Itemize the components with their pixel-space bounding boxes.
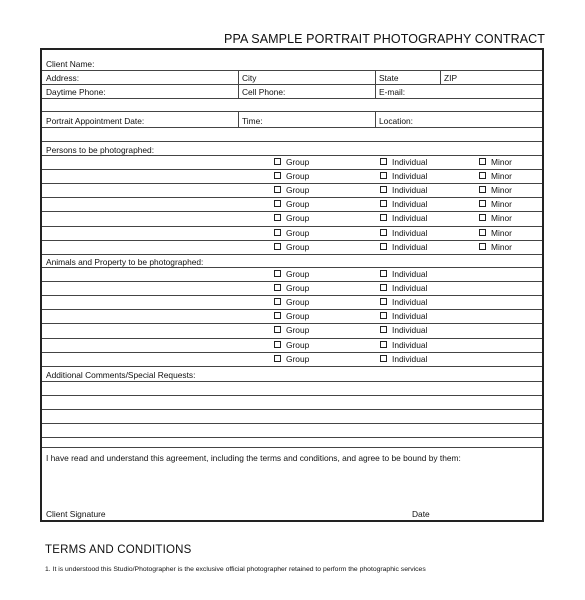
row-line: [42, 295, 542, 296]
row-line: [42, 281, 542, 282]
row-line: [42, 323, 542, 324]
checkbox-icon[interactable]: [479, 243, 486, 250]
animals-option-individual[interactable]: [380, 269, 427, 279]
checkbox-icon[interactable]: [479, 229, 486, 236]
checkbox-icon[interactable]: [274, 200, 281, 207]
animals-option-group[interactable]: [274, 354, 309, 364]
option-label: Group: [286, 171, 310, 182]
option-label: Group: [286, 283, 310, 294]
row-line: [42, 352, 542, 353]
terms-heading: TERMS AND CONDITIONS: [45, 544, 192, 556]
option-label: Minor: [491, 213, 512, 224]
terms-item-1: 1. It is understood this Studio/Photographer is the exclusive official photographer retained to perform the photographic services: [45, 566, 426, 573]
checkbox-icon[interactable]: [274, 158, 281, 165]
checkbox-icon[interactable]: [479, 200, 486, 207]
checkbox-icon[interactable]: [380, 284, 387, 291]
city-label: City: [242, 73, 257, 83]
persons-option-minor[interactable]: [479, 228, 512, 238]
option-label: Minor: [491, 199, 512, 210]
animals-option-individual[interactable]: [380, 311, 427, 321]
option-label: Minor: [491, 227, 512, 238]
persons-option-minor[interactable]: [479, 171, 512, 181]
time-label: Time:: [242, 116, 263, 126]
option-label: Minor: [491, 185, 512, 196]
location-label: Location:: [379, 116, 413, 126]
checkbox-icon[interactable]: [380, 186, 387, 193]
checkbox-icon[interactable]: [380, 326, 387, 333]
persons-option-minor[interactable]: [479, 199, 512, 209]
checkbox-icon[interactable]: [479, 158, 486, 165]
agreement-statement: I have read and understand this agreement, including the terms and conditions, and agree to be bound by them:: [46, 453, 461, 463]
row-line: [42, 226, 542, 227]
checkbox-icon[interactable]: [380, 270, 387, 277]
checkbox-icon[interactable]: [274, 341, 281, 348]
option-label: Group: [286, 353, 310, 364]
row-line: [42, 240, 542, 241]
row-line: [42, 197, 542, 198]
animals-option-individual[interactable]: [380, 340, 427, 350]
client-signature-label: Client Signature: [46, 509, 106, 519]
checkbox-icon[interactable]: [274, 229, 281, 236]
option-label: Individual: [392, 353, 428, 364]
checkbox-icon[interactable]: [380, 200, 387, 207]
checkbox-icon[interactable]: [274, 172, 281, 179]
option-label: Individual: [392, 311, 428, 322]
option-label: Group: [286, 185, 310, 196]
zip-label: ZIP: [444, 73, 458, 83]
checkbox-icon[interactable]: [274, 355, 281, 362]
animals-option-individual[interactable]: [380, 354, 427, 364]
option-label: Group: [286, 339, 310, 350]
daytime-phone-label: Daytime Phone:: [46, 87, 106, 97]
checkbox-icon[interactable]: [380, 172, 387, 179]
persons-option-group[interactable]: [274, 228, 309, 238]
option-label: Individual: [392, 283, 428, 294]
persons-heading: Persons to be photographed:: [46, 145, 155, 155]
checkbox-icon[interactable]: [380, 243, 387, 250]
checkbox-icon[interactable]: [274, 243, 281, 250]
comments-heading: Additional Comments/Special Requests:: [46, 370, 196, 380]
persons-option-minor[interactable]: [479, 242, 512, 252]
checkbox-icon[interactable]: [479, 186, 486, 193]
persons-option-group[interactable]: [274, 171, 309, 181]
row-line: [42, 254, 542, 255]
checkbox-icon[interactable]: [274, 186, 281, 193]
checkbox-icon[interactable]: [274, 214, 281, 221]
persons-option-minor[interactable]: [479, 213, 512, 223]
contract-title: PPA SAMPLE PORTRAIT PHOTOGRAPHY CONTRACT: [224, 32, 545, 46]
option-label: Group: [286, 213, 310, 224]
option-label: Individual: [392, 199, 428, 210]
option-label: Minor: [491, 157, 512, 167]
address-label: Address:: [46, 73, 80, 83]
checkbox-icon[interactable]: [380, 298, 387, 305]
checkbox-icon[interactable]: [380, 214, 387, 221]
animals-option-group[interactable]: [274, 325, 309, 335]
animals-option-group[interactable]: [274, 311, 309, 321]
persons-option-individual[interactable]: [380, 199, 427, 209]
persons-option-minor[interactable]: [479, 157, 512, 167]
checkbox-icon[interactable]: [274, 312, 281, 319]
row-line: [42, 366, 542, 367]
checkbox-icon[interactable]: [479, 214, 486, 221]
persons-option-minor[interactable]: [479, 185, 512, 195]
persons-option-group[interactable]: [274, 199, 309, 209]
row-line: [42, 309, 542, 310]
animals-heading: Animals and Property to be photographed:: [46, 257, 204, 267]
option-label: Individual: [392, 227, 428, 238]
persons-option-individual[interactable]: [380, 242, 427, 252]
option-label: Group: [286, 297, 310, 308]
option-label: Individual: [392, 213, 428, 224]
checkbox-icon[interactable]: [380, 312, 387, 319]
option-label: Individual: [392, 171, 428, 182]
persons-option-individual[interactable]: [380, 171, 427, 181]
option-label: Group: [286, 227, 310, 238]
checkbox-icon[interactable]: [274, 270, 281, 277]
persons-option-individual[interactable]: [380, 228, 427, 238]
option-label: Group: [286, 157, 310, 167]
row-line: [42, 338, 542, 339]
persons-option-individual[interactable]: [380, 157, 427, 167]
animals-option-individual[interactable]: [380, 325, 427, 335]
email-label: E-mail:: [379, 87, 406, 97]
persons-option-group[interactable]: [274, 185, 309, 195]
row-line: [42, 211, 542, 212]
client-name-label: Client Name:: [46, 59, 95, 69]
option-label: Individual: [392, 269, 428, 279]
option-label: Group: [286, 199, 310, 210]
animals-option-individual[interactable]: [380, 283, 427, 293]
checkbox-icon[interactable]: [380, 341, 387, 348]
option-label: Group: [286, 325, 310, 336]
option-label: Individual: [392, 325, 428, 336]
checkbox-icon[interactable]: [380, 229, 387, 236]
option-label: Individual: [392, 185, 428, 196]
appointment-date-label: Portrait Appointment Date:: [46, 116, 145, 126]
animals-option-group[interactable]: [274, 269, 309, 279]
option-label: Minor: [491, 241, 512, 252]
animals-option-group[interactable]: [274, 283, 309, 293]
option-label: Group: [286, 269, 310, 279]
row-line: [42, 183, 542, 184]
persons-option-individual[interactable]: [380, 213, 427, 223]
contract-form: [40, 48, 544, 522]
persons-option-individual[interactable]: [380, 185, 427, 195]
checkbox-icon[interactable]: [380, 158, 387, 165]
cell-phone-label: Cell Phone:: [242, 87, 286, 97]
state-label: State: [379, 73, 399, 83]
option-label: Group: [286, 311, 310, 322]
persons-option-group[interactable]: [274, 157, 309, 167]
checkbox-icon[interactable]: [479, 172, 486, 179]
animals-option-group[interactable]: [274, 297, 309, 307]
persons-option-group[interactable]: [274, 213, 309, 223]
option-label: Minor: [491, 171, 512, 182]
checkbox-icon[interactable]: [380, 355, 387, 362]
animals-option-individual[interactable]: [380, 297, 427, 307]
checkbox-icon[interactable]: [274, 326, 281, 333]
option-label: Individual: [392, 157, 428, 167]
checkbox-icon[interactable]: [274, 298, 281, 305]
row-line: [42, 169, 542, 170]
persons-option-group[interactable]: [274, 242, 309, 252]
checkbox-icon[interactable]: [274, 284, 281, 291]
date-label: Date: [412, 509, 430, 519]
option-label: Individual: [392, 241, 428, 252]
animals-option-group[interactable]: [274, 340, 309, 350]
option-label: Group: [286, 241, 310, 252]
option-label: Individual: [392, 339, 428, 350]
option-label: Individual: [392, 297, 428, 308]
